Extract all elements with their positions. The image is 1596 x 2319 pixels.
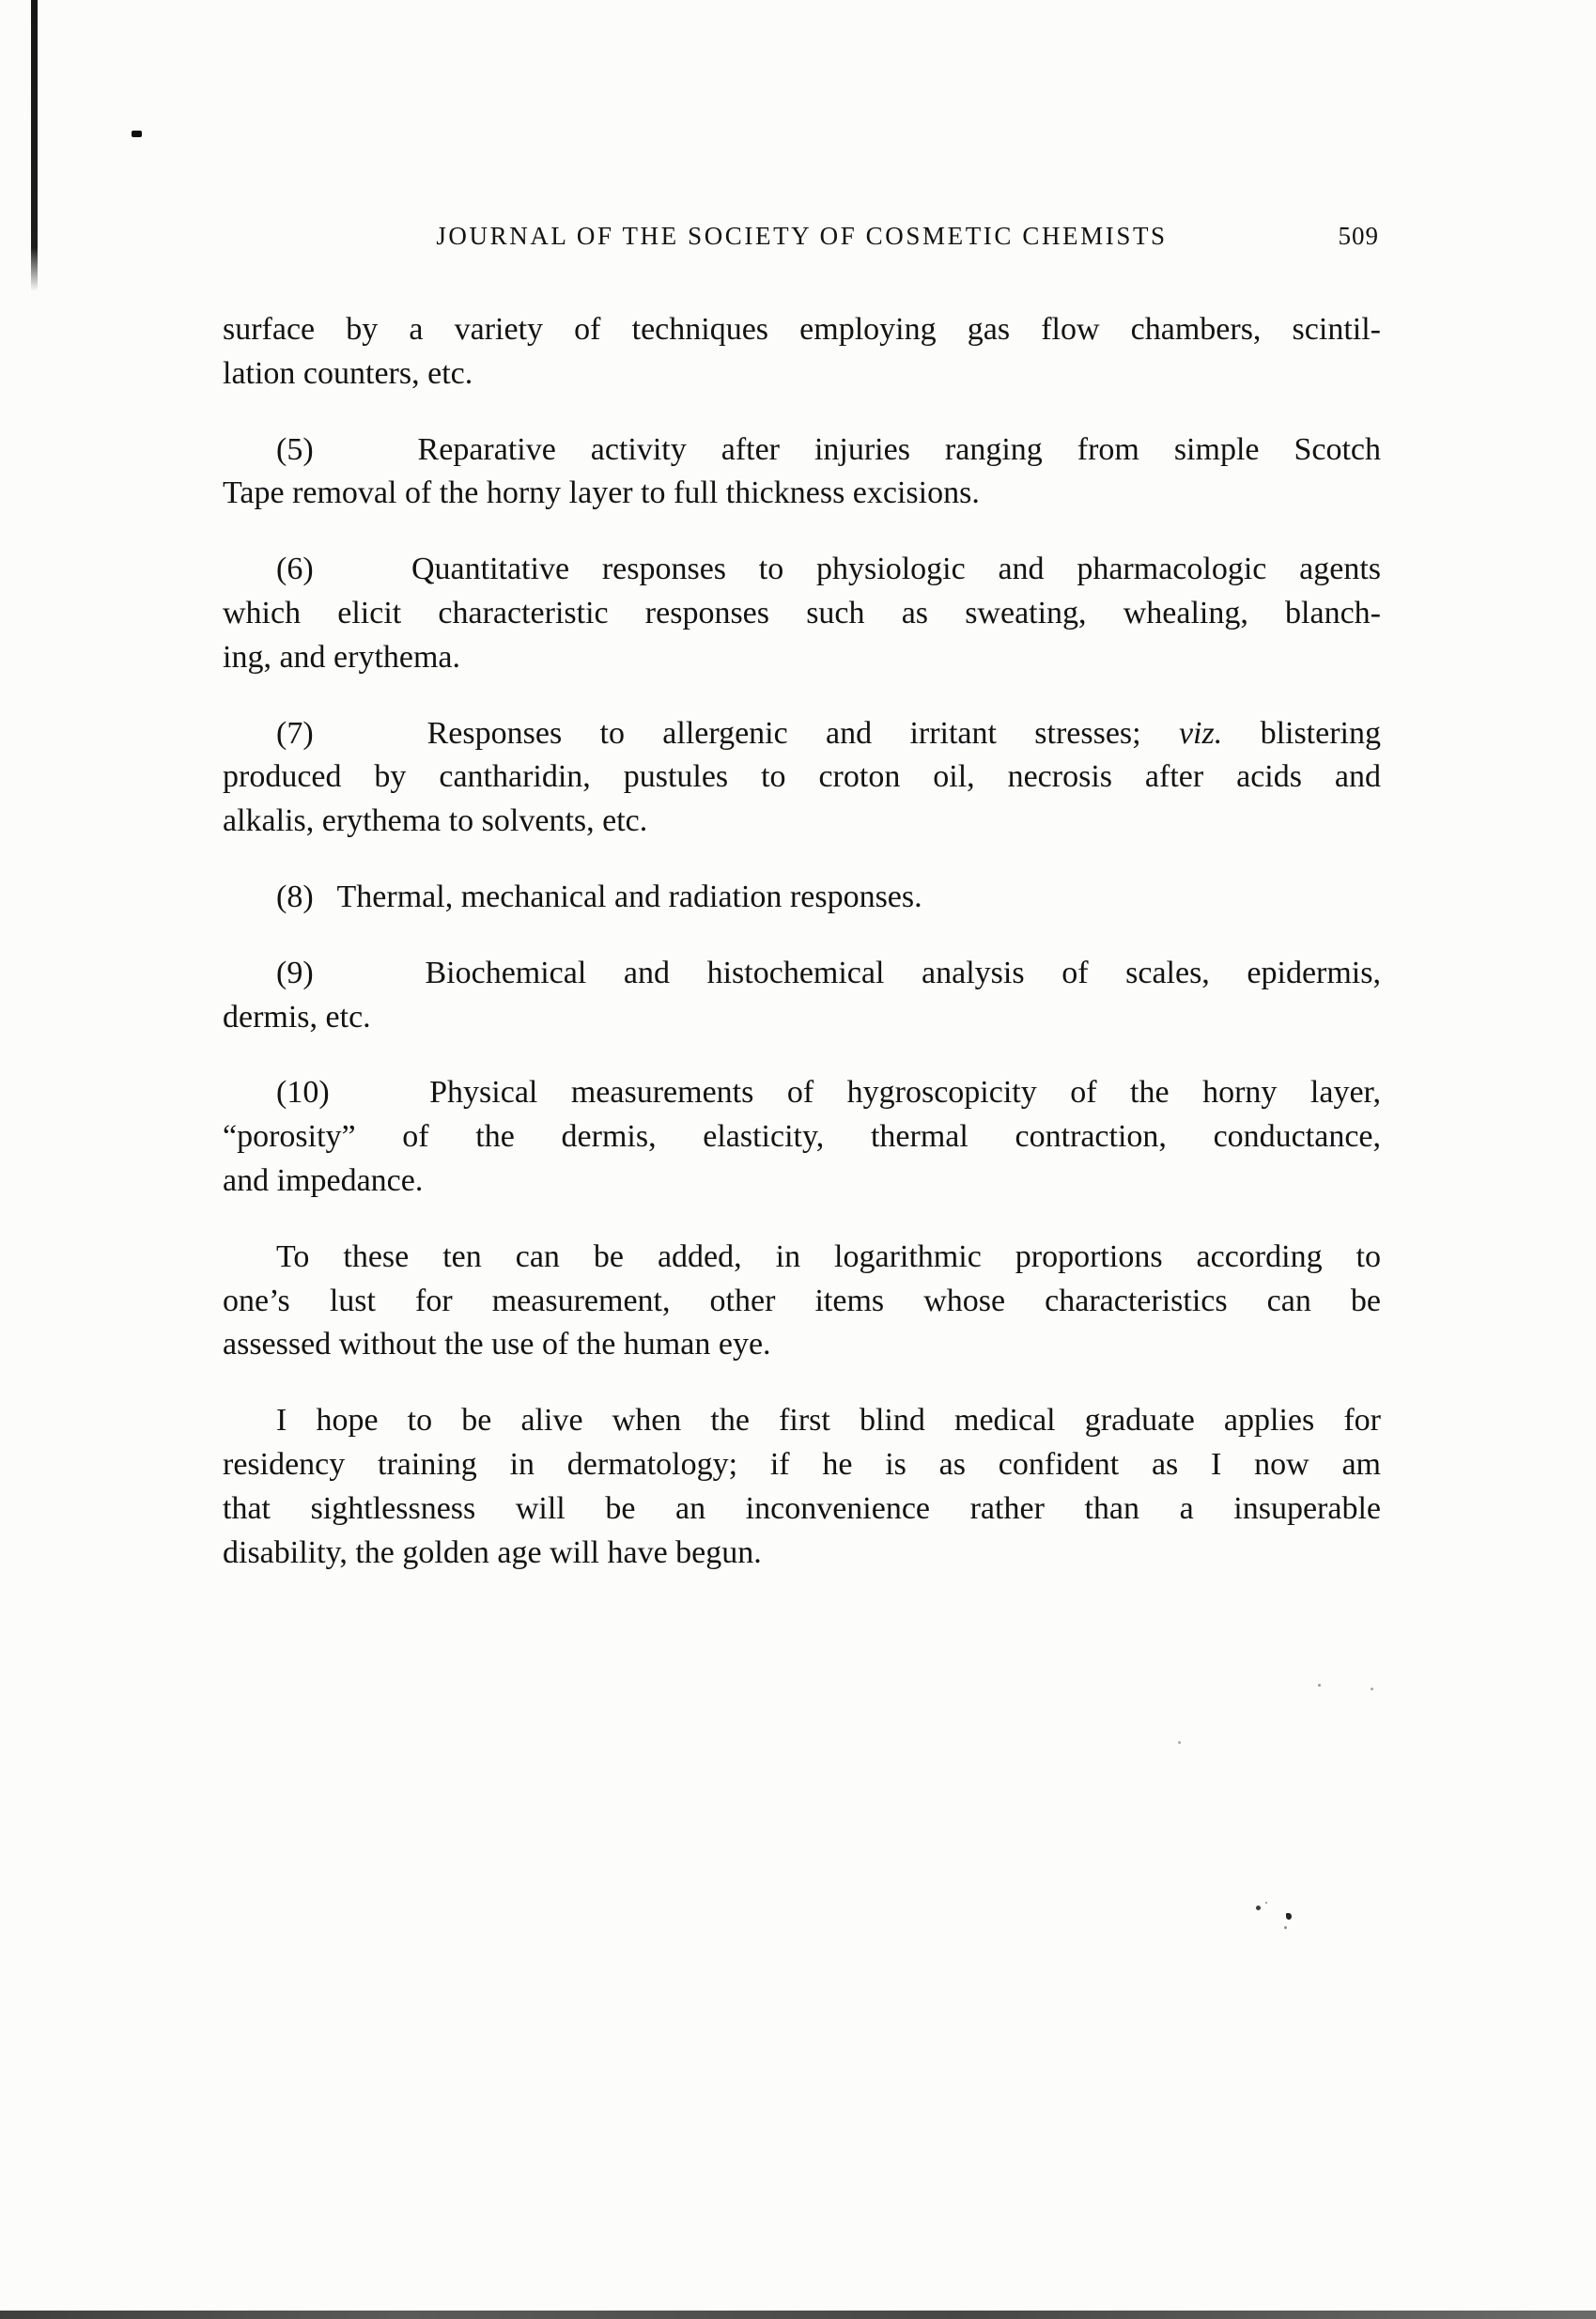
page-number: 509 <box>1338 222 1379 250</box>
text-line: (6) Quantitative responses to physiologic and pharmacologic agents <box>276 552 1381 587</box>
text-run-italic: viz. <box>1178 715 1223 751</box>
scan-edge-left <box>31 0 38 291</box>
text-line: Tape removal of the horny layer to full thickness excisions. <box>223 475 980 511</box>
text-line: I hope to be alive when the first blind medical graduate applies for <box>276 1403 1381 1439</box>
text-line: assessed without the use of the human eye. <box>223 1327 771 1362</box>
text-line: surface by a variety of techniques employing gas flow chambers, scintil- <box>223 312 1381 347</box>
scan-edge-bottom <box>0 2311 1596 2319</box>
scan-speckle <box>1178 1741 1181 1744</box>
text-line: (9) Biochemical and histochemical analysis of scales, epidermis, <box>276 955 1381 990</box>
scan-speckle <box>1284 1926 1287 1929</box>
text-line: (5) Reparative activity after injuries ranging from simple Scotch <box>276 431 1381 467</box>
body-text <box>223 308 1381 1607</box>
text-line: that sightlessness will be an inconvenience rather than a insuperable <box>223 1490 1381 1526</box>
text-line: (8) Thermal, mechanical and radiation responses. <box>276 879 922 914</box>
scan-speckle <box>1265 1902 1267 1904</box>
journal-title: JOURNAL OF THE SOCIETY OF COSMETIC CHEMISTS <box>436 222 1168 250</box>
scan-speckle <box>1318 1684 1321 1687</box>
text-line <box>223 712 1381 756</box>
text-line: residency training in dermatology; if he is as confident as I now am <box>223 1446 1381 1482</box>
text-line: which elicit characteristic responses such as sweating, whealing, blanch- <box>223 595 1381 630</box>
running-head <box>223 222 1381 256</box>
text-line: lation counters, etc. <box>223 355 473 391</box>
scan-speckle <box>132 131 142 137</box>
text-line: produced by cantharidin, pustules to croton oil, necrosis after acids and <box>223 759 1381 795</box>
text-line: disability, the golden age will have begun. <box>223 1534 762 1570</box>
text-line: (10) Physical measurements of hygroscopicity of the horny layer, <box>276 1075 1381 1111</box>
text-line: alkalis, erythema to solvents, etc. <box>223 803 648 839</box>
text-line: dermis, etc. <box>223 999 371 1035</box>
scan-speckle <box>1256 1906 1261 1910</box>
text-run: (7) Responses to allergenic and irritant stresses; <box>276 715 1179 751</box>
text-line: one’s lust for measurement, other items whose characteristics can be <box>223 1283 1381 1318</box>
text-run: blistering <box>1222 715 1381 751</box>
text-line: “porosity” of the dermis, elasticity, thermal contraction, conductance, <box>223 1119 1381 1155</box>
scan-speckle <box>1371 1688 1373 1690</box>
scan-speckle <box>1286 1913 1292 1920</box>
text-line: ing, and erythema. <box>223 639 461 675</box>
text-line: To these ten can be added, in logarithmic proportions according to <box>276 1238 1381 1274</box>
text-line: and impedance. <box>223 1162 424 1198</box>
